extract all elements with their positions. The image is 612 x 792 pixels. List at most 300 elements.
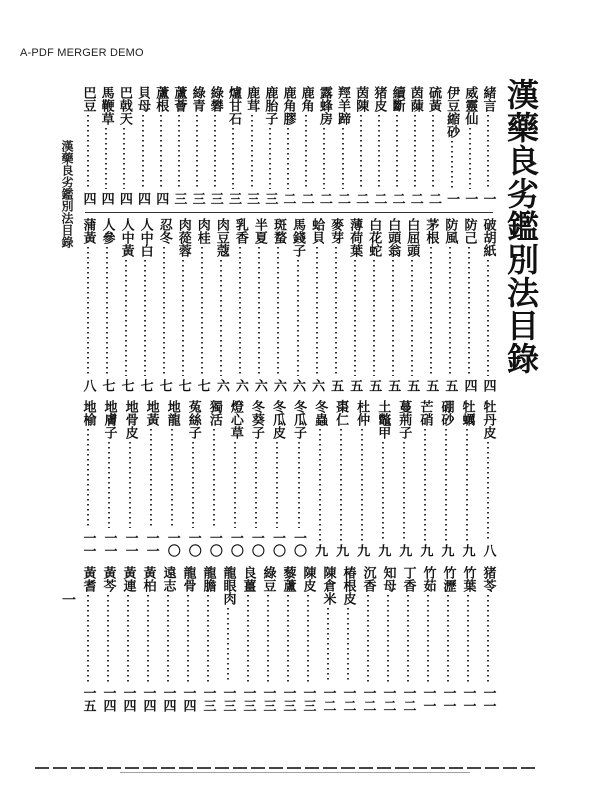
toc-entry-name: 白屈頭 xyxy=(404,218,420,257)
leader-dots xyxy=(142,115,144,189)
toc-entry-name: 地榆 xyxy=(80,400,96,426)
toc-entry xyxy=(194,218,210,392)
toc-entry-name: 蔓荊子 xyxy=(396,400,412,439)
toc-entry xyxy=(207,86,223,205)
toc-entry-name: 鹿角 xyxy=(298,86,314,112)
leader-dots xyxy=(234,442,236,528)
toc-entry xyxy=(260,566,276,712)
toc-entry xyxy=(220,566,236,712)
toc-entry-page: 四 xyxy=(98,192,114,205)
toc-entry xyxy=(309,218,325,392)
toc-entry xyxy=(137,218,153,392)
toc-entry xyxy=(347,218,363,392)
leader-dots xyxy=(360,115,362,189)
toc-entry-page: 九 xyxy=(396,544,412,557)
toc-entry xyxy=(320,566,336,712)
leader-dots xyxy=(187,595,189,683)
leader-dots xyxy=(323,128,325,189)
toc-entry-page: 一一 xyxy=(440,686,456,712)
toc-entry-page: 一〇 xyxy=(248,531,264,557)
toc-entry-name: 椿根皮 xyxy=(340,566,356,605)
toc-entry-name: 鹿角膠 xyxy=(280,86,296,125)
leader-dots xyxy=(319,429,321,541)
toc-entry-page: 一〇 xyxy=(291,531,307,557)
toc-entry xyxy=(180,566,196,712)
toc-entry xyxy=(385,218,401,392)
toc-entry-page: 一一 xyxy=(122,531,138,557)
leader-dots xyxy=(298,442,300,528)
leader-dots xyxy=(213,429,215,528)
leader-dots xyxy=(342,128,344,189)
toc-entry xyxy=(153,86,169,205)
leader-dots xyxy=(167,595,169,683)
toc-entry-name: 冬蟲 xyxy=(312,400,328,426)
toc-entry-page: 九 xyxy=(333,544,349,557)
leader-dots xyxy=(469,128,471,189)
toc-entry-page: 一四 xyxy=(180,686,196,712)
toc-entry-name: 人中白 xyxy=(137,218,153,257)
toc-entry-name: 地膚子 xyxy=(101,400,117,439)
toc-entry-name: 冬瓜皮 xyxy=(269,400,285,439)
toc-entry-page: 一三 xyxy=(280,686,296,712)
toc-entry-name: 黃耆 xyxy=(80,566,96,592)
toc-entry xyxy=(328,218,344,392)
leader-dots xyxy=(414,115,416,189)
toc-entry-page: 七 xyxy=(118,379,134,392)
leader-dots xyxy=(396,115,398,189)
toc-entry-name: 伊豆縮砂 xyxy=(444,86,460,138)
leader-dots xyxy=(87,595,89,683)
toc-entry xyxy=(80,400,96,557)
toc-entry xyxy=(353,86,369,205)
leader-dots xyxy=(108,442,110,528)
toc-entry-page: 一三 xyxy=(260,686,276,712)
leader-dots xyxy=(147,595,149,683)
toc-entry-page: 九 xyxy=(438,544,454,557)
leader-dots xyxy=(382,442,384,541)
toc-entry-name: 防己 xyxy=(461,218,477,244)
toc-entry-page: 一〇 xyxy=(269,531,285,557)
leader-dots xyxy=(445,429,447,541)
toc-entry-name: 蘆根 xyxy=(153,86,169,112)
toc-entry xyxy=(120,566,136,712)
leader-dots xyxy=(411,260,413,376)
toc-entry-name: 黃連 xyxy=(120,566,136,592)
toc-entry-page: 六 xyxy=(309,379,325,392)
toc-entry-page: 四 xyxy=(135,192,151,205)
toc-entry xyxy=(480,218,496,392)
leader-dots xyxy=(171,429,173,528)
leader-dots xyxy=(297,260,299,376)
toc-entry xyxy=(335,86,351,205)
leader-dots xyxy=(468,247,470,376)
toc-entry-name: 陳皮 xyxy=(300,566,316,592)
toc-entry-name: 巴戟天 xyxy=(116,86,132,125)
leader-dots xyxy=(192,442,194,528)
toc-entry-page: 九 xyxy=(417,544,433,557)
leader-dots xyxy=(407,595,409,683)
toc-entry-name: 續斷 xyxy=(389,86,405,112)
toc-entry-name: 棗仁 xyxy=(333,400,349,426)
toc-entry-page: 一五 xyxy=(80,686,96,712)
toc-entry-name: 菟絲子 xyxy=(185,400,201,439)
toc-entry xyxy=(280,566,296,712)
toc-entry-page: 一二 xyxy=(340,686,356,712)
leader-dots xyxy=(467,595,469,683)
leader-dots xyxy=(277,247,279,376)
toc-entry-page: 一二 xyxy=(400,686,416,712)
toc-entry xyxy=(232,218,248,392)
toc-entry-name: 地龍 xyxy=(164,400,180,426)
toc-entry-name: 防風 xyxy=(442,218,458,244)
toc-entry xyxy=(420,566,436,712)
toc-entry-page: 一四 xyxy=(160,686,176,712)
toc-entry-name: 杜仲 xyxy=(354,400,370,426)
toc-entry-page: 一一 xyxy=(101,531,117,557)
toc-entry-name: 知母 xyxy=(380,566,396,592)
toc-entry-page: 一〇 xyxy=(227,531,243,557)
toc-entry-name: 芒硝 xyxy=(417,400,433,426)
leader-dots xyxy=(150,429,152,528)
toc-entry xyxy=(240,566,256,712)
toc-entry-name: 龍眼肉 xyxy=(220,566,236,605)
toc-entry xyxy=(298,86,314,205)
toc-entry xyxy=(333,400,349,557)
leader-dots xyxy=(466,429,468,541)
toc-entry-page: 一 xyxy=(444,192,460,205)
leader-dots xyxy=(451,141,453,189)
toc-entry-page: 九 xyxy=(312,544,328,557)
toc-entry xyxy=(269,400,285,557)
toc-entry-name: 綠青 xyxy=(189,86,205,112)
toc-entry-page: 二 xyxy=(316,192,332,205)
toc-entry-page: 一一 xyxy=(80,531,96,557)
leader-dots xyxy=(487,442,489,541)
toc-entry-page: 九 xyxy=(354,544,370,557)
toc-entry xyxy=(143,400,159,557)
toc-entry-name: 爐甘石 xyxy=(225,86,241,125)
bottom-rule-secondary xyxy=(120,772,470,773)
toc-entry xyxy=(99,218,115,392)
toc-entry-name: 猪苓 xyxy=(480,566,496,592)
toc-entry xyxy=(366,218,382,392)
toc-entry-page: 六 xyxy=(270,379,286,392)
toc-entry-page: 四 xyxy=(461,379,477,392)
toc-entry xyxy=(460,566,476,712)
toc-entry-page: 五 xyxy=(328,379,344,392)
toc-entry xyxy=(262,86,278,205)
toc-entry xyxy=(116,86,132,205)
leader-dots xyxy=(220,260,222,376)
toc-entry-page: 二 xyxy=(407,192,423,205)
toc-entry xyxy=(175,218,191,392)
toc-entry-page: 五 xyxy=(366,379,382,392)
toc-entry xyxy=(425,86,441,205)
leader-dots xyxy=(87,429,89,528)
toc-entry-page: 七 xyxy=(137,379,153,392)
toc-entry-name: 鹿胎子 xyxy=(262,86,278,125)
leader-dots xyxy=(106,247,108,376)
leader-dots xyxy=(107,595,109,683)
toc-entry-page: 一四 xyxy=(100,686,116,712)
toc-entry xyxy=(404,218,420,392)
toc-entry-name: 綠豆 xyxy=(260,566,276,592)
toc-entry xyxy=(423,218,439,392)
toc-entry-page: 六 xyxy=(251,379,267,392)
toc-entry-name: 龍骨 xyxy=(180,566,196,592)
toc-entry xyxy=(101,400,117,557)
toc-entry xyxy=(316,86,332,205)
toc-entry-name: 獨活 xyxy=(206,400,222,426)
toc-entry-name: 龍膽 xyxy=(200,566,216,592)
toc-entry xyxy=(80,566,96,712)
toc-entry xyxy=(480,566,496,712)
toc-entry-page: 七 xyxy=(175,379,191,392)
leader-dots xyxy=(340,429,342,541)
toc-entry-page: 五 xyxy=(442,379,458,392)
toc-entry-page: 一〇 xyxy=(206,531,222,557)
toc-entry-name: 蒲黃 xyxy=(80,218,96,244)
toc-entry-name: 薄荷葉 xyxy=(347,218,363,257)
toc-entry-name: 肉豆蔻 xyxy=(213,218,229,257)
leader-dots xyxy=(487,115,489,189)
toc-entry-page: 五 xyxy=(385,379,401,392)
column-divider xyxy=(85,212,493,213)
watermark-text: A-PDF MERGER DEMO xyxy=(20,47,144,59)
leader-dots xyxy=(335,247,337,376)
toc-entry-page: 二 xyxy=(353,192,369,205)
leader-dots xyxy=(258,247,260,376)
toc-entry-page: 六 xyxy=(213,379,229,392)
toc-entry xyxy=(396,400,412,557)
toc-entry-page: 一三 xyxy=(300,686,316,712)
toc-entry-page: 二 xyxy=(425,192,441,205)
toc-entry xyxy=(171,86,187,205)
toc-entry-page: 八 xyxy=(480,544,496,557)
toc-entry-page: 一三 xyxy=(200,686,216,712)
toc-entry xyxy=(389,86,405,205)
toc-entry-name: 茵蔯 xyxy=(407,86,423,112)
toc-entry-page: 二 xyxy=(371,192,387,205)
toc-entry xyxy=(312,400,328,557)
toc-entry-name: 冬瓜子 xyxy=(291,400,307,439)
toc-entry xyxy=(227,400,243,557)
toc-entry-name: 綠礬 xyxy=(207,86,223,112)
toc-entry xyxy=(135,86,151,205)
toc-entry xyxy=(440,566,456,712)
toc-entry-page: 九 xyxy=(375,544,391,557)
toc-entry-name: 露蜂房 xyxy=(316,86,332,125)
toc-entry-name: 斑蝥 xyxy=(270,218,286,244)
toc-entry-page: 二 xyxy=(389,192,405,205)
toc-entry-name: 竹葉 xyxy=(460,566,476,592)
margin-title: 漢藥良劣鑑別法目錄 xyxy=(60,140,74,248)
toc-entry-page: 二 xyxy=(298,192,314,205)
leader-dots xyxy=(449,247,451,376)
leader-dots xyxy=(251,115,253,189)
leader-dots xyxy=(432,115,434,189)
toc-entry-page: 六 xyxy=(232,379,248,392)
toc-entry xyxy=(213,218,229,392)
toc-entry xyxy=(156,218,172,392)
toc-entry-name: 蘆薈 xyxy=(171,86,187,112)
leader-dots xyxy=(487,260,489,376)
toc-entry-page: 七 xyxy=(156,379,172,392)
toc-entry xyxy=(442,218,458,392)
toc-entry xyxy=(360,566,376,712)
toc-entry-name: 牡蠣 xyxy=(459,400,475,426)
toc-entry xyxy=(291,400,307,557)
toc-entry-page: 一三 xyxy=(220,686,236,712)
toc-entry-page: 一一 xyxy=(480,686,496,712)
leader-dots xyxy=(373,260,375,376)
leader-dots xyxy=(232,128,234,189)
toc-entry xyxy=(438,400,454,557)
toc-entry-name: 硼砂 xyxy=(438,400,454,426)
toc-entry xyxy=(140,566,156,712)
leader-dots xyxy=(316,247,318,376)
toc-entry xyxy=(248,400,264,557)
toc-entry-name: 威靈仙 xyxy=(462,86,478,125)
leader-dots xyxy=(424,429,426,541)
leader-dots xyxy=(447,595,449,683)
toc-entry-page: 三 xyxy=(189,192,205,205)
toc-entry xyxy=(80,218,96,392)
toc-entry-name: 地黃 xyxy=(143,400,159,426)
toc-entry-page: 一四 xyxy=(140,686,156,712)
toc-entry-page: 三 xyxy=(225,192,241,205)
toc-entry xyxy=(444,86,460,205)
toc-entry xyxy=(270,218,286,392)
toc-entry-name: 硫黃 xyxy=(425,86,441,112)
toc-entry-name: 貝母 xyxy=(135,86,151,112)
toc-entry-page: 一一 xyxy=(460,686,476,712)
leader-dots xyxy=(307,595,309,683)
toc-entry-name: 丁香 xyxy=(400,566,416,592)
toc-entry-name: 人中黃 xyxy=(118,218,134,257)
toc-entry-name: 白花蛇 xyxy=(366,218,382,257)
toc-entry-page: 一 xyxy=(462,192,478,205)
toc-entry xyxy=(280,86,296,205)
toc-entry-name: 土鼈甲 xyxy=(375,400,391,439)
leader-dots xyxy=(129,442,131,528)
toc-entry-name: 沉香 xyxy=(360,566,376,592)
toc-entry-page: 五 xyxy=(404,379,420,392)
toc-entry-name: 地骨皮 xyxy=(122,400,138,439)
leader-dots xyxy=(287,128,289,189)
toc-entry-page: 一一 xyxy=(420,686,436,712)
toc-entry-page: 九 xyxy=(459,544,475,557)
toc-entry xyxy=(461,218,477,392)
leader-dots xyxy=(182,260,184,376)
toc-entry-name: 肉桂 xyxy=(194,218,210,244)
leader-dots xyxy=(178,115,180,189)
toc-entry xyxy=(407,86,423,205)
leader-dots xyxy=(361,429,363,541)
leader-dots xyxy=(87,115,89,189)
toc-entry xyxy=(300,566,316,712)
toc-entry-page: 一二 xyxy=(360,686,376,712)
toc-entry-name: 藜蘆 xyxy=(280,566,296,592)
toc-entry-page: 三 xyxy=(171,192,187,205)
toc-entry xyxy=(417,400,433,557)
toc-entry-page: 四 xyxy=(116,192,132,205)
toc-entry-name: 陳倉米 xyxy=(320,566,336,605)
toc-entry xyxy=(164,400,180,557)
leader-dots xyxy=(239,247,241,376)
toc-entry xyxy=(371,86,387,205)
toc-entry xyxy=(251,218,267,392)
toc-entry-name: 燈心草 xyxy=(227,400,243,439)
toc-entry xyxy=(400,566,416,712)
leader-dots xyxy=(201,247,203,376)
toc-entry-page: 一 xyxy=(480,192,496,205)
toc-entry-page: 四 xyxy=(480,379,496,392)
toc-entry-page: 三 xyxy=(262,192,278,205)
leader-dots xyxy=(378,115,380,189)
leader-dots xyxy=(247,595,249,683)
leader-dots xyxy=(207,595,209,683)
toc-entry-name: 馬錢子 xyxy=(290,218,306,257)
toc-entry-name: 肉蓯蓉 xyxy=(175,218,191,257)
leader-dots xyxy=(269,128,271,189)
leader-dots xyxy=(427,595,429,683)
toc-entry xyxy=(462,86,478,205)
toc-entry xyxy=(459,400,475,557)
toc-entry-page: 一〇 xyxy=(164,531,180,557)
toc-entry-name: 半夏 xyxy=(251,218,267,244)
toc-entry-name: 茅根 xyxy=(423,218,439,244)
toc-entry xyxy=(160,566,176,712)
toc-entry-page: 三 xyxy=(207,192,223,205)
toc-entry-name: 茵陳 xyxy=(353,86,369,112)
leader-dots xyxy=(227,608,229,683)
leader-dots xyxy=(487,595,489,683)
toc-entry xyxy=(185,400,201,557)
toc-entry-page: 四 xyxy=(80,192,96,205)
toc-entry-page: 五 xyxy=(347,379,363,392)
toc-entry-name: 白頭翁 xyxy=(385,218,401,257)
toc-entry xyxy=(200,566,216,712)
toc-entry-page: 一二 xyxy=(380,686,396,712)
toc-entry-name: 竹瀝 xyxy=(440,566,456,592)
leader-dots xyxy=(255,442,257,528)
leader-dots xyxy=(105,128,107,189)
leader-dots xyxy=(144,260,146,376)
toc-entry-page: 八 xyxy=(80,379,96,392)
leader-dots xyxy=(87,247,89,376)
toc-entry xyxy=(244,86,260,205)
toc-entry xyxy=(206,400,222,557)
toc-entry-name: 羥羊蹄 xyxy=(335,86,351,125)
toc-entry-page: 一三 xyxy=(240,686,256,712)
toc-entry-page: 二 xyxy=(335,192,351,205)
leader-dots xyxy=(123,128,125,189)
toc-entry-name: 竹茹 xyxy=(420,566,436,592)
toc-entry-name: 冬葵子 xyxy=(248,400,264,439)
toc-entry-page: 二 xyxy=(280,192,296,205)
leader-dots xyxy=(354,260,356,376)
leader-dots xyxy=(214,115,216,189)
toc-entry-page: 六 xyxy=(290,379,306,392)
toc-entry-name: 巴豆 xyxy=(80,86,96,112)
leader-dots xyxy=(430,247,432,376)
toc-entry-name: 乳香 xyxy=(232,218,248,244)
leader-dots xyxy=(392,260,394,376)
toc-entry-name: 破胡紙 xyxy=(480,218,496,257)
leader-dots xyxy=(347,608,349,683)
toc-entry-page: 一〇 xyxy=(185,531,201,557)
